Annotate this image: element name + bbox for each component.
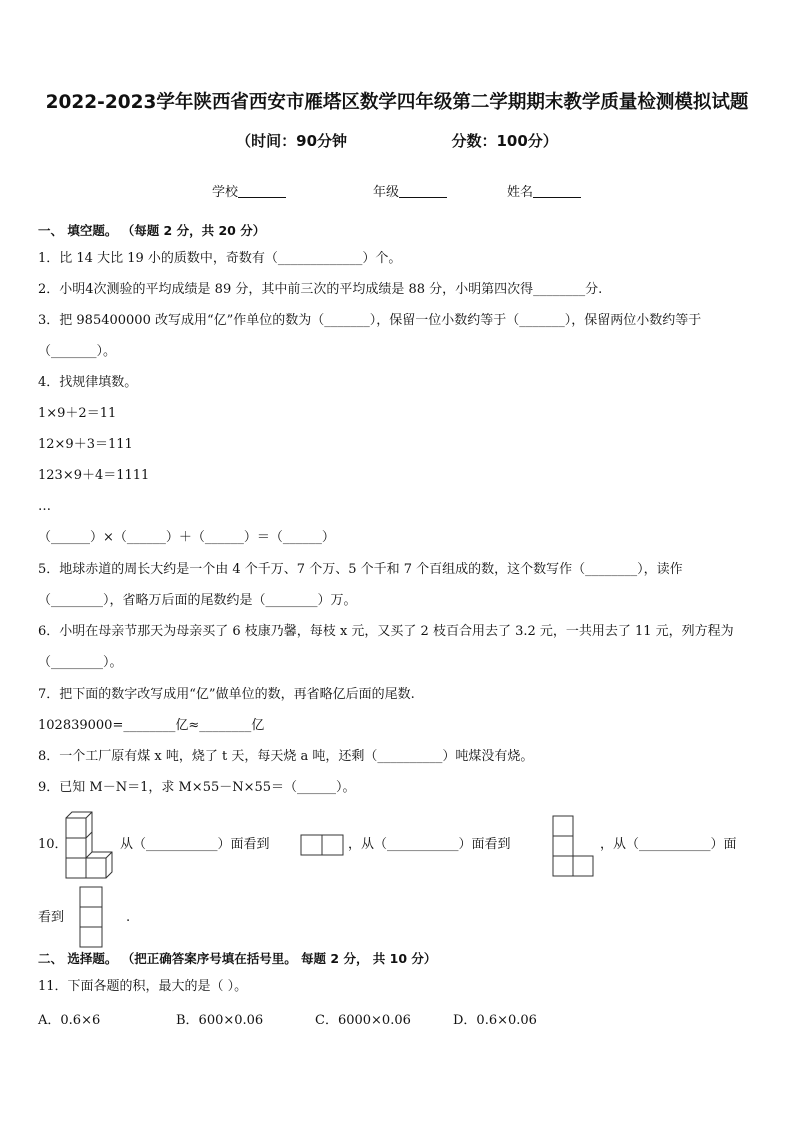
exam-title: 2022-2023学年陕西省西安市雁塔区数学四年级第二学期期末教学质量检测模拟试题	[45, 92, 749, 113]
question-9: 9．已知 M－N＝1，求 M×55－N×55＝（______）。	[38, 780, 356, 795]
grade-label: 年级	[373, 185, 400, 200]
section2-heading: 二、 选择题。 （把正确答案序号填在括号里。 每题 2 分， 共 10 分）	[38, 951, 437, 966]
view-figure-3	[79, 886, 105, 950]
question-1: 1．比 14 大比 19 小的质数中，奇数有（_____________）个。	[38, 251, 402, 266]
question-10-part-a: 从（___________）面看到	[120, 837, 270, 852]
question-2: 2．小明4次测验的平均成绩是 89 分，其中前三次的平均成绩是 88 分，小明第四次得________分.	[38, 282, 603, 297]
question-10-number: 10．	[38, 837, 68, 852]
question-4-example-2: 12×9＋3＝111	[38, 437, 133, 452]
school-blank	[238, 184, 286, 198]
question-10-period: .	[126, 910, 131, 925]
question-7-answer: 102839000=________亿≈________亿	[38, 718, 265, 733]
question-5-line1: 5．地球赤道的周长大约是一个由 4 个千万、7 个万、5 个千和 7 个百组成的数，这个数写作（________），读作	[38, 562, 683, 577]
question-5-line2: （________），省略万后面的尾数约是（________）万。	[38, 593, 357, 608]
question-6-line1: 6．小明在母亲节那天为母亲买了 6 枝康乃馨，每枝 x 元，又买了 2 枝百合用去了 3.2 元，一共用去了 11 元，列方程为	[38, 624, 734, 639]
question-4-example-1: 1×9＋2＝11	[38, 406, 117, 421]
option-a[interactable]: A．0.6×6	[38, 1013, 101, 1028]
question-4-ellipsis: …	[38, 499, 51, 514]
grade-field	[373, 181, 447, 200]
section1-heading: 一、 填空题。 （每题 2 分，共 20 分）	[38, 223, 266, 238]
question-4: 4．找规律填数。	[38, 375, 138, 390]
name-blank	[533, 184, 581, 198]
exam-subtitle: （时间：90分钟 分数：100分）	[236, 132, 558, 150]
question-6-line2: （________）。	[38, 655, 123, 670]
grade-blank	[399, 184, 447, 198]
question-3-line1: 3．把 985400000 改写成用“亿”作单位的数为（_______），保留一位小数约等于（_______），保留两位小数约等于	[38, 313, 702, 328]
school-field	[212, 181, 286, 200]
question-10-part-b: ，从（___________）面看到	[348, 837, 511, 852]
name-field	[507, 181, 581, 200]
question-7: 7．把下面的数字改写成用“亿”做单位的数，再省略亿后面的尾数.	[38, 687, 415, 702]
question-3-line2: （_______）。	[38, 344, 117, 359]
school-label: 学校	[212, 185, 239, 200]
question-4-example-3: 123×9＋4＝1111	[38, 468, 150, 483]
question-8: 8．一个工厂原有煤 x 吨，烧了 t 天，每天烧 a 吨，还剩（__________）吨煤没有烧。	[38, 749, 534, 764]
view-figure-2	[552, 815, 598, 877]
option-c[interactable]: C．6000×0.06	[315, 1013, 411, 1028]
question-10-part-c: ，从（___________）面	[600, 837, 737, 852]
question-11: 11．下面各题的积，最大的是（ ）。	[38, 979, 248, 994]
view-figure-1	[300, 834, 346, 856]
option-b[interactable]: B．600×0.06	[176, 1013, 264, 1028]
question-4-answer: （______）×（______）＋（______）＝（______）	[38, 530, 335, 545]
option-d[interactable]: D．0.6×0.06	[453, 1013, 537, 1028]
cube-stack-figure	[64, 808, 120, 880]
question-10-part-d: 看到	[38, 910, 65, 925]
name-label: 姓名	[507, 185, 534, 200]
